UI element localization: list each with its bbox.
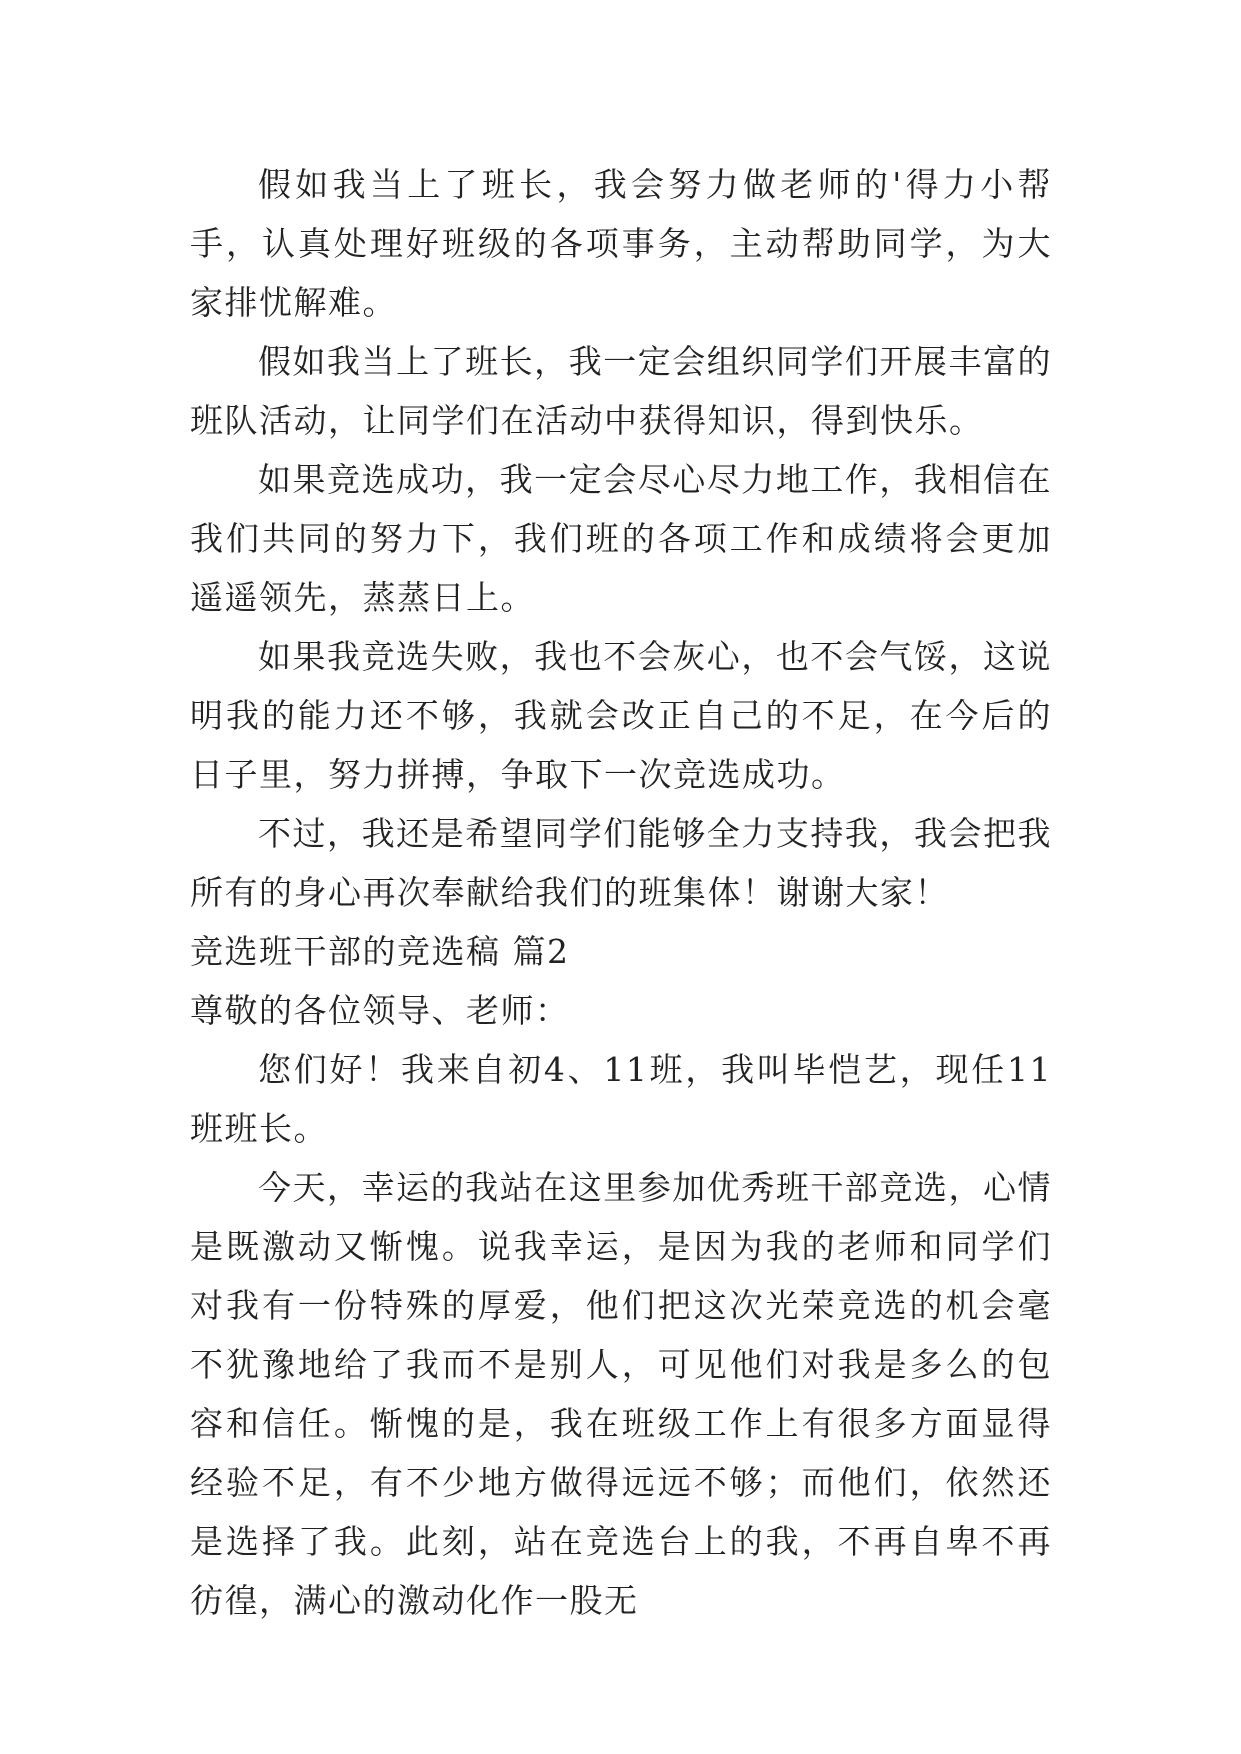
paragraph: 您们好！我来自初4、11班，我叫毕恺艺，现任11班班长。 (190, 1050, 1052, 1148)
paragraph: 假如我当上了班长，我会努力做老师的'得力小帮手，认真处理好班级的各项事务，主动帮助同学，为大家排忧解难。 (190, 165, 1052, 322)
paragraph: 如果竞选成功，我一定会尽心尽力地工作，我相信在我们共同的努力下，我们班的各项工作和成绩将会更加遥遥领先，蒸蒸日上。 (190, 460, 1052, 617)
paragraph: 如果我竞选失败，我也不会灰心，也不会气馁，这说明我的能力还不够，我就会改正自己的不足，在今后的日子里，努力拼搏，争取下一次竞选成功。 (190, 637, 1052, 794)
paragraph: 今天，幸运的我站在这里参加优秀班干部竞选，心情是既激动又惭愧。说我幸运，是因为我的老师和同学们对我有一份特殊的厚爱，他们把这次光荣竞选的机会毫不犹豫地给了我而不是别人，可见他们对我是多么的包容和信任。惭愧的是，我在班级工作上有很多方面显得经验不足，有不少地方做得远远不够；而他们，依然还是选择了我。此刻，站在竞选台上的我，不再自卑不再彷徨，满心的激动化作一股无 (190, 1168, 1052, 1620)
salutation: 尊敬的各位领导、老师： (190, 991, 570, 1030)
paragraph: 假如我当上了班长，我一定会组织同学们开展丰富的班队活动，让同学们在活动中获得知识，得到快乐。 (190, 342, 1052, 440)
document-page (190, 155, 1052, 1630)
paragraph: 不过，我还是希望同学们能够全力支持我，我会把我所有的身心再次奉献给我们的班集体！谢谢大家！ (190, 814, 1052, 912)
section-heading: 竞选班干部的竞选稿 篇2 (190, 932, 570, 971)
